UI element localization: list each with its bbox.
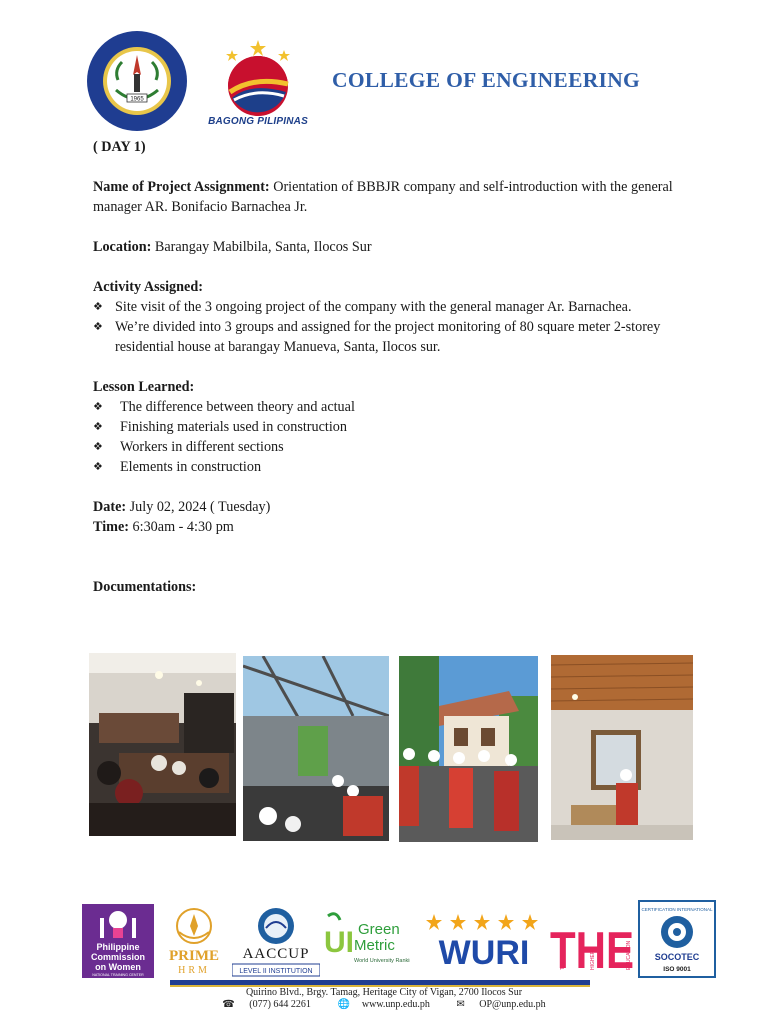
aaccup-text: AACCUP [242, 946, 310, 962]
list-item: ❖ Site visit of the 3 ongoing project of the company with the general manager Ar. Barnachea. [93, 299, 632, 315]
list-item: ❖ The difference between theory and actual [93, 399, 355, 415]
wuri-logo [420, 912, 548, 968]
website-link[interactable]: www.unp.edu.ph [361, 999, 430, 1010]
greenmetric-sub: World University Rank [354, 958, 409, 964]
time [93, 517, 693, 537]
list-item: ❖ Workers in different sections [93, 439, 284, 455]
the-text: THE [550, 922, 634, 972]
location-text: Barangay Mabilbila, Santa, Ilocos Sur [151, 239, 372, 255]
location [93, 237, 693, 257]
photo-meeting-room [89, 653, 236, 836]
bagong-pilipinas-caption: BAGONG PILIPINAS [208, 116, 308, 127]
website-contact[interactable] [331, 999, 435, 1010]
pcw-line1: Philippine [96, 942, 140, 952]
bullet-diamond-icon: ❖ [93, 320, 103, 333]
university-seal-logo [86, 30, 188, 132]
project-label: Name of Project Assignment: [93, 179, 270, 195]
list-item: ❖ Finishing materials used in construction [93, 419, 347, 435]
project-assignment [93, 177, 693, 217]
bullet-diamond-icon: ❖ [93, 300, 103, 313]
date [93, 497, 693, 517]
photo-construction-site [243, 656, 389, 841]
socotec-text: SOCOTEC [654, 952, 700, 962]
the-side-mid: HIGHER [590, 950, 596, 970]
time-text: 6:30am - 4:30 pm [129, 519, 234, 535]
project-text: Orientation of BBBJR company and self-introduction with the general manager AR. Bonifacio Barnachea Jr. [93, 179, 673, 215]
the-rankings-logo [550, 914, 634, 972]
activity-list [93, 297, 693, 357]
list-item: ❖ Elements in construction [93, 459, 262, 475]
date-label: Date: [93, 499, 127, 515]
globe-icon: 🌐 [337, 999, 350, 1010]
ui-greenmetric-logo [322, 910, 410, 970]
socotec-iso-logo [638, 900, 716, 978]
the-side-left: TIMES [560, 954, 566, 970]
socotec-iso: ISO 9001 [663, 966, 691, 973]
bullet-diamond-icon: ❖ [93, 420, 103, 433]
the-side-right: EDUCATION [626, 940, 632, 970]
phone-icon: ☎ [222, 999, 235, 1010]
pcw-logo [82, 904, 154, 978]
bullet-diamond-icon: ❖ [93, 440, 103, 453]
pcw-line3: on Women [95, 962, 141, 972]
pcw-sub: NATIONAL TRAINING CENTER [92, 973, 144, 977]
report-body [93, 137, 693, 597]
seal-year: 1965 [130, 96, 144, 103]
email-contact[interactable] [450, 999, 551, 1010]
time-label: Time: [93, 519, 129, 535]
prime-sub: HRM [178, 965, 210, 976]
pcw-line2: Commission [90, 952, 146, 962]
documentation-label: Documentations: [93, 579, 197, 595]
socotec-top: CERTIFICATION INTERNATIONAL [641, 907, 713, 912]
email-icon: ✉ [456, 999, 465, 1010]
bullet-diamond-icon: ❖ [93, 400, 103, 413]
lesson-label: Lesson Learned: [93, 379, 195, 395]
aaccup-logo [232, 906, 320, 978]
contact-line [0, 999, 768, 1010]
metric-text: Metric [354, 937, 395, 954]
aaccup-level: LEVEL II INSTITUTION [239, 968, 313, 975]
location-label: Location: [93, 239, 152, 255]
prime-text: PRIME [169, 948, 219, 964]
wuri-text: WURI [438, 934, 530, 968]
green-text: Green [358, 921, 400, 938]
university-address: Quirino Blvd., Brgy. Tamag, Heritage City of Vigan, 2700 Ilocos Sur [245, 987, 523, 998]
photo-house-exterior [399, 656, 538, 842]
photo-interior-ceiling [551, 655, 693, 840]
ui-text: UI [324, 926, 354, 959]
date-text: July 02, 2024 ( Tuesday) [126, 499, 271, 515]
phone-number: (077) 644 2261 [249, 999, 311, 1010]
bullet-diamond-icon: ❖ [93, 460, 103, 473]
college-title: COLLEGE OF ENGINEERING [332, 68, 641, 92]
phone-contact [216, 999, 317, 1010]
documentation-photos [0, 653, 768, 843]
prime-hrm-logo [159, 904, 229, 976]
email-link[interactable]: OP@unp.edu.ph [479, 999, 546, 1010]
day-label: ( DAY 1) [93, 139, 146, 155]
letterhead [78, 30, 678, 140]
lesson-list [93, 397, 693, 477]
activity-label: Activity Assigned: [93, 279, 203, 295]
list-item: ❖ We’re divided into 3 groups and assigned for the project monitoring of 80 square meter 2-storey residential house at barangay Manueva, Santa, Ilocos sur. [93, 319, 661, 355]
footer-accreditation-logos [82, 898, 722, 978]
